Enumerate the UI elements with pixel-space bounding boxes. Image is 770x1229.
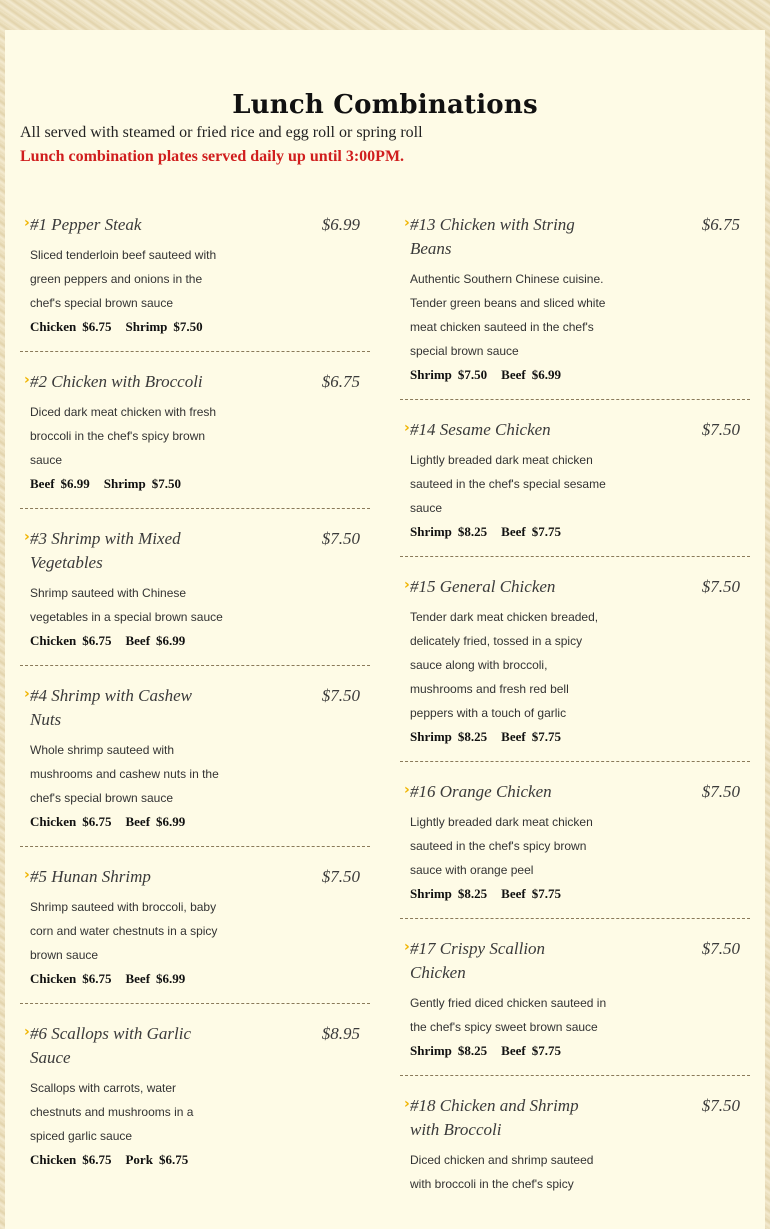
protein-option-price: $8.25 (457, 886, 488, 901)
menu-item-name: #4 Shrimp with Cashew Nuts (30, 686, 192, 729)
menu-item-name: #6 Scallops with Garlic Sauce (30, 1024, 192, 1067)
menu-item-options (30, 315, 250, 339)
protein-option-label: Shrimp (125, 319, 168, 334)
protein-option-label: Shrimp (410, 367, 452, 382)
protein-option-label: Beef (125, 814, 151, 829)
menu-item-price: $7.50 (701, 577, 740, 596)
menu-item-price: $6.99 (321, 215, 360, 234)
protein-option-price: $6.75 (82, 1152, 112, 1167)
menu-column-right (400, 213, 750, 1226)
chevron-right-icon: › (404, 215, 410, 231)
menu-item-price: $7.50 (701, 939, 740, 958)
menu-column-left (20, 213, 370, 1202)
menu-item-name: #16 Orange Chicken (410, 782, 552, 801)
menu-item-price: $8.95 (321, 1024, 360, 1043)
menu-item[interactable] (400, 1094, 750, 1208)
protein-option (410, 725, 487, 749)
menu-item-description: Shrimp sauteed with broccoli, baby corn and water chestnuts in a spicy brown sauce (30, 900, 218, 962)
menu-item[interactable] (400, 418, 750, 557)
protein-option-price: $7.50 (151, 476, 181, 491)
protein-option (501, 1039, 561, 1063)
menu-item[interactable] (400, 575, 750, 762)
menu-item-name: #3 Shrimp with Mixed Vegetables (30, 529, 181, 572)
menu-item-description: Diced chicken and shrimp sauteed with broccoli in the chef's spicy (410, 1153, 594, 1191)
menu-item[interactable] (20, 865, 370, 1004)
menu-item-price: $7.50 (701, 782, 740, 801)
protein-option (125, 967, 185, 991)
protein-option-label: Shrimp (410, 729, 452, 744)
protein-option-price: $8.25 (457, 729, 488, 744)
menu-item-description: Lightly breaded dark meat chicken sauteed in the chef's spicy brown sauce with orange peel (410, 815, 593, 877)
protein-option (501, 363, 561, 387)
protein-option-label: Shrimp (103, 476, 146, 491)
protein-option (104, 472, 181, 496)
protein-option-label: Beef (501, 886, 526, 901)
protein-option-price: $6.99 (531, 367, 561, 382)
chevron-right-icon: › (24, 1024, 30, 1040)
protein-option-price: $6.99 (60, 476, 90, 491)
menu-item[interactable] (20, 527, 370, 666)
lunch-notice: Lunch combination plates served daily up until 3:00PM. (20, 148, 405, 165)
menu-item-price: $7.50 (321, 867, 360, 886)
protein-option-label: Beef (501, 1043, 526, 1058)
protein-option-label: Chicken (30, 814, 77, 829)
protein-option-label: Beef (125, 971, 151, 986)
protein-option (410, 1039, 487, 1063)
menu-item-name: #2 Chicken with Broccoli (30, 372, 203, 391)
protein-option (125, 810, 185, 834)
menu-item-options (410, 882, 630, 906)
protein-option-label: Shrimp (410, 1043, 452, 1058)
menu-item-options (410, 725, 630, 749)
menu-item-name: #1 Pepper Steak (30, 215, 142, 234)
chevron-right-icon: › (404, 420, 410, 436)
chevron-right-icon: › (404, 782, 410, 798)
chevron-right-icon: › (24, 867, 30, 883)
menu-item-description: Diced dark meat chicken with fresh broccoli in the chef's spicy brown sauce (30, 405, 217, 467)
menu-item[interactable] (20, 213, 370, 352)
chevron-right-icon: › (24, 686, 30, 702)
menu-item[interactable] (20, 1022, 370, 1184)
protein-option-label: Chicken (30, 1152, 77, 1167)
menu-item[interactable] (20, 684, 370, 847)
menu-item[interactable] (400, 937, 750, 1076)
chevron-right-icon: › (404, 939, 410, 955)
protein-option (30, 967, 111, 991)
protein-option-label: Pork (125, 1152, 153, 1167)
menu-item-options (410, 520, 630, 544)
menu-item-name: #13 Chicken with String Beans (410, 215, 575, 258)
protein-option (30, 315, 111, 339)
protein-option-price: $7.50 (457, 367, 488, 382)
protein-option-price: $6.75 (82, 971, 112, 986)
protein-option (501, 725, 561, 749)
menu-item-options (410, 1039, 630, 1063)
protein-option-label: Beef (501, 729, 526, 744)
protein-option-label: Beef (125, 633, 151, 648)
menu-item-name: #17 Crispy Scallion Chicken (410, 939, 546, 982)
menu-item-name: #14 Sesame Chicken (410, 420, 551, 439)
chevron-right-icon: › (24, 372, 30, 388)
menu-item-options (30, 967, 250, 991)
protein-option (501, 882, 561, 906)
protein-option (30, 1148, 111, 1172)
menu-item-description: Sliced tenderloin beef sauteed with green peppers and onions in the chef's special brown sauce (30, 248, 217, 310)
protein-option-price: $7.75 (531, 524, 561, 539)
protein-option (125, 629, 185, 653)
menu-item-description: Shrimp sauteed with Chinese vegetables in a special brown sauce (30, 586, 223, 624)
protein-option-label: Beef (30, 476, 55, 491)
chevron-right-icon: › (404, 577, 410, 593)
menu-item-name: #18 Chicken and Shrimp with Broccoli (410, 1096, 579, 1139)
menu-item-price: $7.50 (321, 529, 360, 548)
menu-item-price: $6.75 (321, 372, 360, 391)
protein-option-label: Chicken (30, 319, 77, 334)
menu-item-description: Tender dark meat chicken breaded, delicately fried, tossed in a spicy sauce along with broccoli, mushrooms and fresh red bell peppers with a touch of garlic (410, 610, 599, 720)
protein-option-price: $6.99 (156, 814, 186, 829)
menu-panel (5, 30, 765, 1229)
menu-item-description: Gently fried diced chicken sauteed in the chef's spicy sweet brown sauce (410, 996, 607, 1034)
menu-item-options (30, 810, 250, 834)
protein-option (125, 1148, 188, 1172)
menu-item-description: Authentic Southern Chinese cuisine. Tender green beans and sliced white meat chicken sauteed in the chef's special brown sauce (410, 272, 606, 358)
chevron-right-icon: › (24, 529, 30, 545)
protein-option-label: Chicken (30, 971, 77, 986)
menu-item-description: Lightly breaded dark meat chicken sauteed in the chef's special sesame sauce (410, 453, 606, 515)
protein-option-label: Shrimp (410, 886, 452, 901)
protein-option (501, 520, 561, 544)
menu-item-options (30, 1148, 250, 1172)
menu-item-name: #5 Hunan Shrimp (30, 867, 151, 886)
menu-item-description: Whole shrimp sauteed with mushrooms and cashew nuts in the chef's special brown sauce (30, 743, 219, 805)
protein-option-price: $6.75 (82, 814, 112, 829)
protein-option-price: $8.25 (457, 1043, 488, 1058)
protein-option (30, 472, 90, 496)
protein-option-price: $8.25 (457, 524, 488, 539)
chevron-right-icon: › (404, 1096, 410, 1112)
protein-option (30, 810, 111, 834)
chevron-right-icon: › (24, 215, 30, 231)
menu-item[interactable] (400, 780, 750, 919)
protein-option-price: $7.75 (531, 886, 561, 901)
protein-option-price: $6.99 (156, 633, 186, 648)
menu-item-price: $6.75 (701, 215, 740, 234)
menu-item-options (410, 363, 630, 387)
protein-option-price: $6.99 (156, 971, 186, 986)
menu-item-price: $7.50 (701, 1096, 740, 1115)
protein-option (410, 363, 487, 387)
protein-option (30, 629, 111, 653)
menu-item[interactable] (400, 213, 750, 400)
protein-option-price: $6.75 (82, 319, 112, 334)
page-title: Lunch Combinations (232, 90, 538, 120)
protein-option-price: $7.50 (173, 319, 203, 334)
menu-item-price: $7.50 (701, 420, 740, 439)
menu-item-description: Scallops with carrots, water chestnuts and mushrooms in a spiced garlic sauce (30, 1081, 194, 1143)
menu-subtitle: All served with steamed or fried rice and egg roll or spring roll (20, 124, 423, 141)
protein-option-label: Shrimp (410, 524, 452, 539)
protein-option-label: Beef (501, 524, 526, 539)
protein-option (125, 315, 202, 339)
menu-item-price: $7.50 (321, 686, 360, 705)
menu-item[interactable] (20, 370, 370, 509)
protein-option-label: Beef (501, 367, 526, 382)
protein-option-price: $6.75 (158, 1152, 189, 1167)
protein-option-price: $6.75 (82, 633, 112, 648)
protein-option (410, 882, 487, 906)
protein-option (410, 520, 487, 544)
protein-option-price: $7.75 (531, 729, 561, 744)
protein-option-label: Chicken (30, 633, 77, 648)
protein-option-price: $7.75 (531, 1043, 561, 1058)
menu-item-options (30, 472, 250, 496)
menu-item-name: #15 General Chicken (410, 577, 556, 596)
menu-item-options (30, 629, 250, 653)
